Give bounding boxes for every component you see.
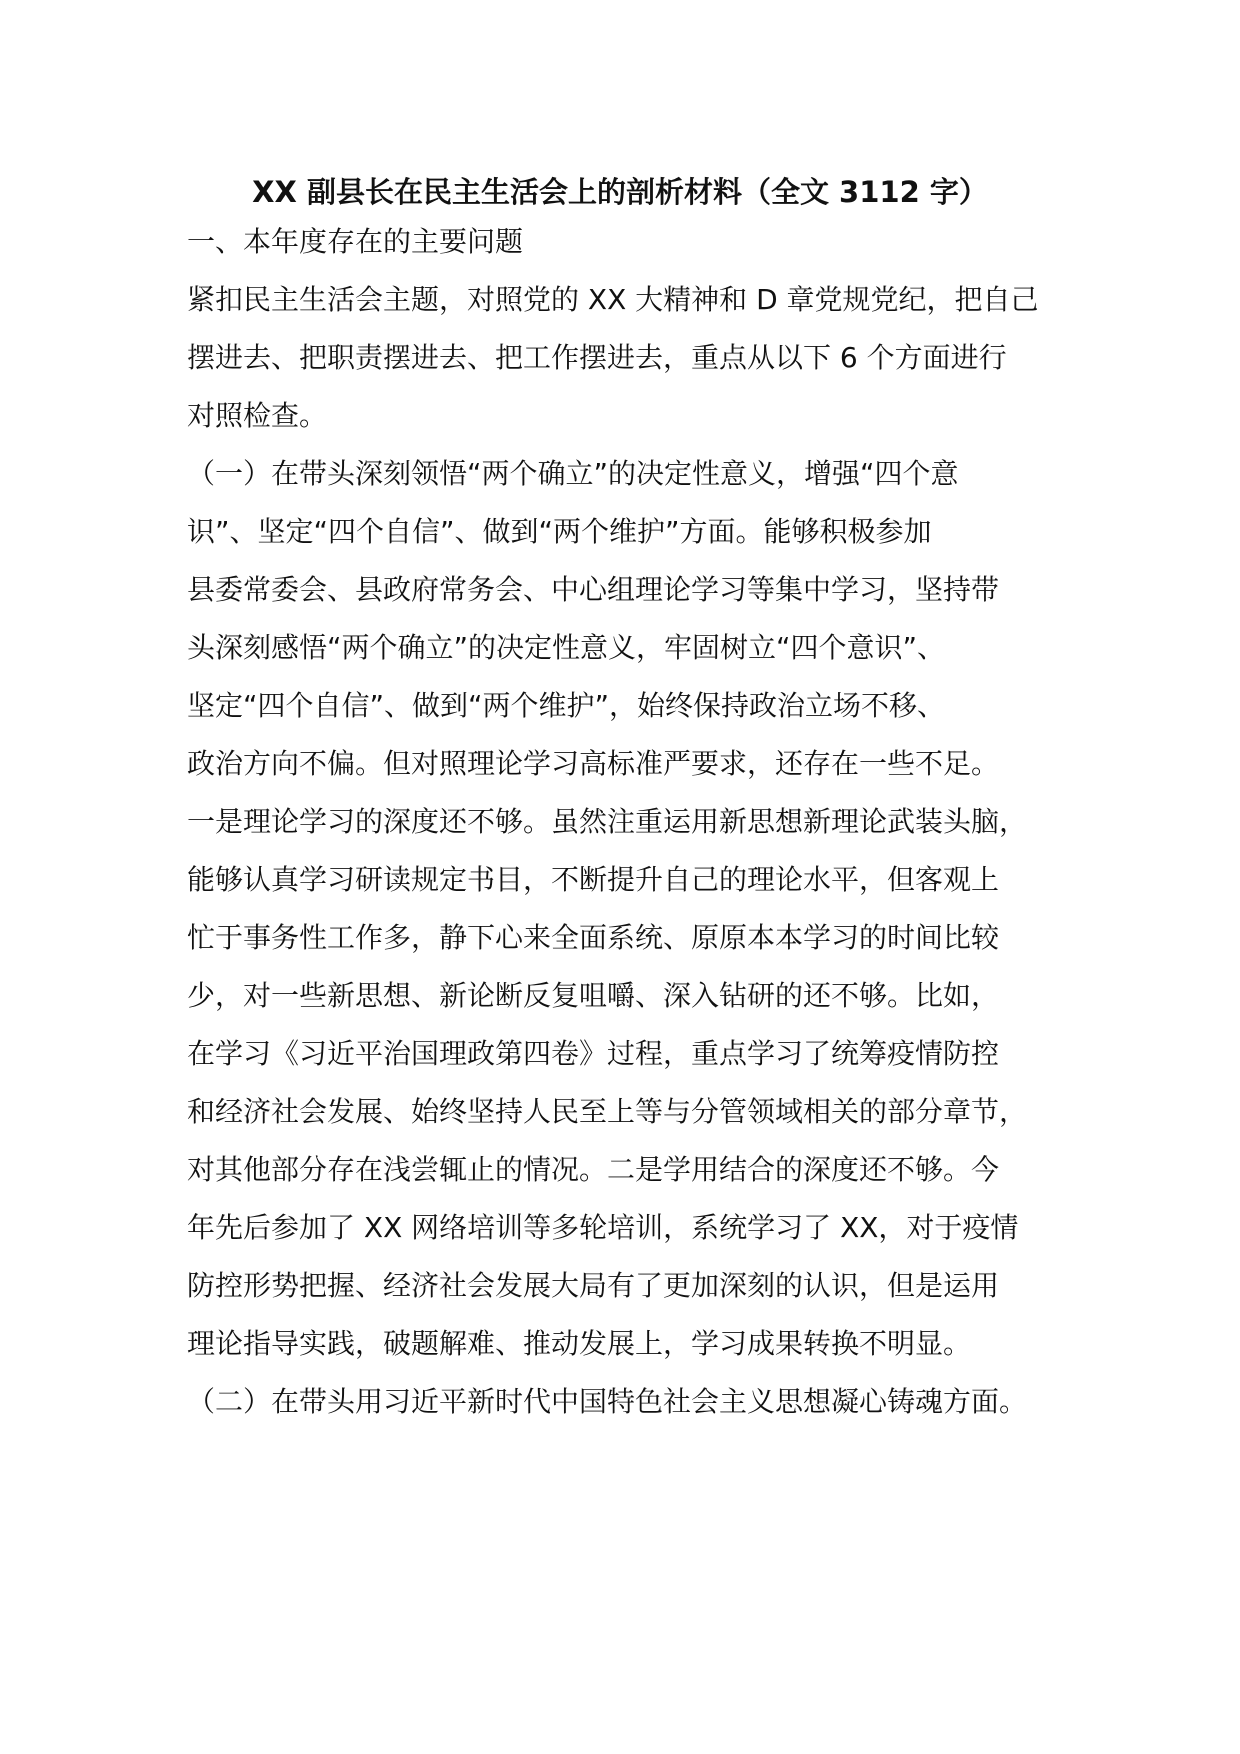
body-line: 紧扣民主生活会主题，对照党的 XX 大精神和 D 章党规党纪，把自己 — [187, 283, 1039, 316]
body-line: 一是理论学习的深度还不够。虽然注重运用新思想新理论武装头脑， — [187, 805, 1028, 838]
body-line: 防控形势把握、经济社会发展大局有了更加深刻的认识，但是运用 — [187, 1269, 1000, 1302]
body-line: 识”、坚定“四个自信”、做到“两个维护”方面。能够积极参加 — [187, 515, 932, 548]
body-line: （二）在带头用习近平新时代中国特色社会主义思想凝心铸魂方面。 — [187, 1385, 1028, 1418]
body-line: 年先后参加了 XX 网络培训等多轮培训，系统学习了 XX，对于疫情 — [187, 1211, 1019, 1244]
body-line: 摆进去、把职责摆进去、把工作摆进去，重点从以下 6 个方面进行 — [187, 341, 1007, 374]
body-line: 县委常委会、县政府常务会、中心组理论学习等集中学习，坚持带 — [187, 573, 1000, 606]
body-line: 对其他部分存在浅尝辄止的情况。二是学用结合的深度还不够。今 — [187, 1153, 1000, 1186]
body-line: 理论指导实践，破题解难、推动发展上，学习成果转换不明显。 — [187, 1327, 972, 1360]
body-line: （一）在带头深刻领悟“两个确立”的决定性意义，增强“四个意 — [187, 457, 959, 490]
body-line: 坚定“四个自信”、做到“两个维护”，始终保持政治立场不移、 — [187, 689, 946, 722]
body-line: 和经济社会发展、始终坚持人民至上等与分管领域相关的部分章节， — [187, 1095, 1028, 1128]
section-heading: 一、本年度存在的主要问题 — [187, 225, 524, 258]
body-line: 对照检查。 — [187, 399, 328, 432]
body-line: 少，对一些新思想、新论断反复咀嚼、深入钻研的还不够。比如， — [187, 979, 1000, 1012]
body-line: 忙于事务性工作多，静下心来全面系统、原原本本学习的时间比较 — [187, 921, 1000, 954]
body-line: 头深刻感悟“两个确立”的决定性意义，牢固树立“四个意识”、 — [187, 631, 946, 664]
document-title: XX 副县长在民主生活会上的剖析材料（全文 3112 字） — [252, 175, 988, 209]
body-line: 政治方向不偏。但对照理论学习高标准严要求，还存在一些不足。 — [187, 747, 1000, 780]
body-line: 能够认真学习研读规定书目，不断提升自己的理论水平，但客观上 — [187, 863, 1000, 896]
body-line: 在学习《习近平治国理政第四卷》过程，重点学习了统筹疫情防控 — [187, 1037, 1000, 1070]
